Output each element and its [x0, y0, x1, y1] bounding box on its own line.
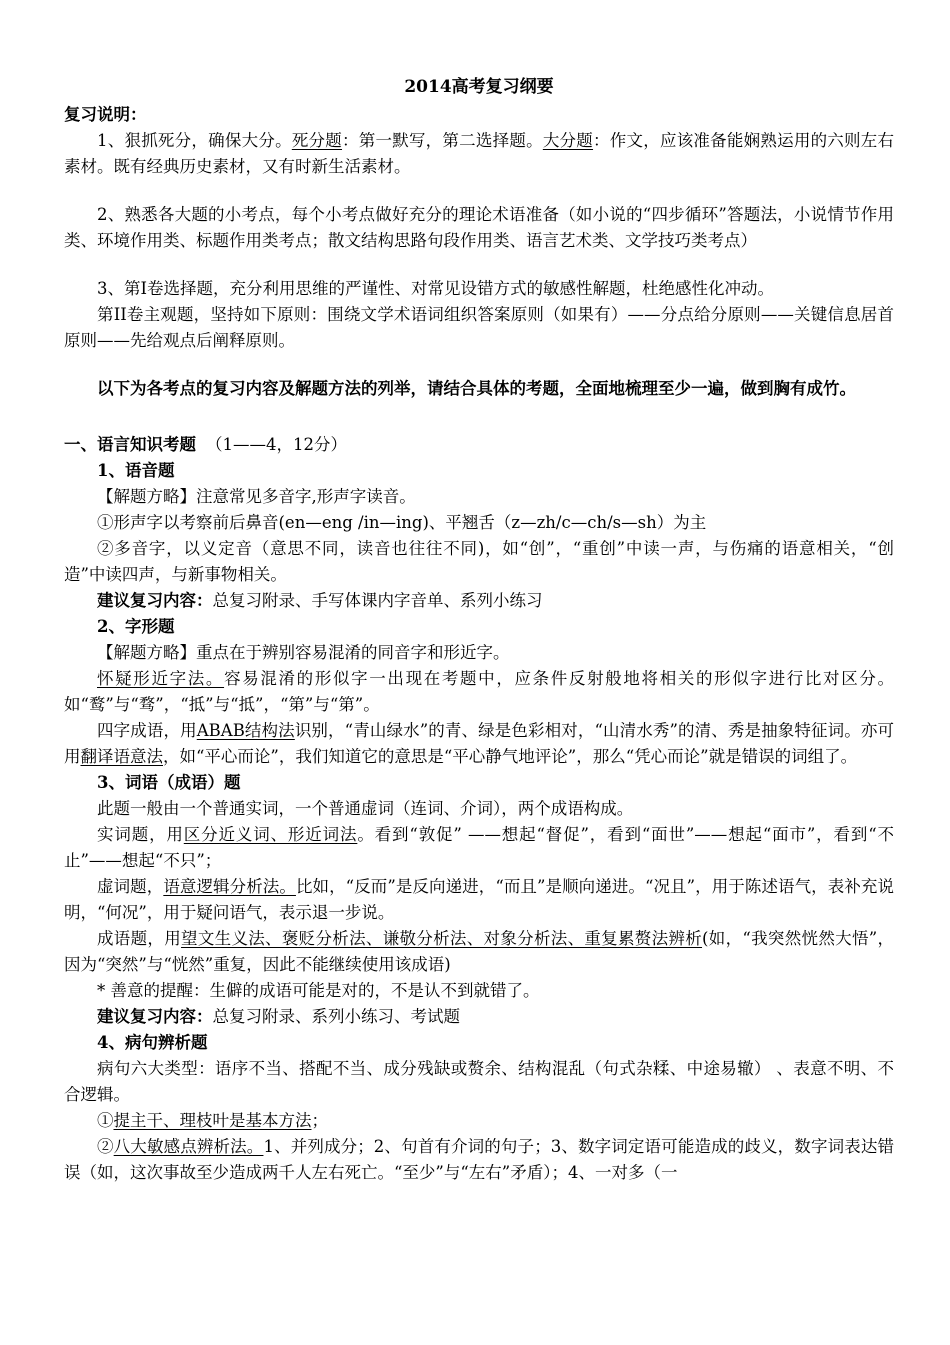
s1-2-strategy: 【解题方略】重点在于辨别容易混淆的同音字和形近字。 — [97, 643, 510, 662]
text: 1、狠抓死分，确保大分。 — [97, 131, 292, 150]
underlined-term: 语意逻辑分析法。 — [163, 877, 296, 896]
subsection-1-title: 1、语音题 — [97, 461, 175, 480]
text: 虚词题， — [97, 877, 164, 896]
text: ② — [97, 1137, 114, 1156]
s1-4-point-1 — [64, 1108, 894, 1134]
underlined-term: 八大敏感点辨析法。 — [113, 1137, 264, 1156]
s1-2-point-2 — [64, 718, 894, 770]
underlined-term: ABAB结构法 — [196, 721, 295, 740]
text: 比如，“反而”是反向递进，“而且”是顺向递进。“况且”，用于陈述语气，表补充说明，“何况”，用于疑问语气，表示退一步说。 — [64, 877, 894, 922]
text: 1、并列成分；2、句首有介词的句子；3、数字词定语可能造成的歧义，数字词表达错误（如，这次事故至少造成两千人左右死亡。“至少”与“左右”矛盾）；4、一对多（一 — [64, 1137, 895, 1182]
subsection-4-title: 4、病句辨析题 — [97, 1033, 208, 1052]
spacer — [64, 180, 894, 202]
text: ； — [311, 1111, 328, 1130]
text: ：第一默写，第二选择题。 — [342, 131, 543, 150]
text: 总复习附录、系列小练习、考试题 — [212, 1007, 460, 1026]
underlined-term: 区分近义词、形近词法 — [183, 825, 358, 844]
s1-3-reminder: * 善意的提醒：生僻的成语可能是对的，不是认不到就错了。 — [97, 981, 540, 1000]
subsection-2-title: 2、字形题 — [97, 617, 175, 636]
s1-1-point-1: ①形声字以考察前后鼻音(en—eng /in—ing)、平翘舌（z—zh/c—ch/s—sh）为主 — [97, 513, 707, 532]
paragraph-2: 2、熟悉各大题的小考点，每个小考点做好充分的理论术语准备（如小说的“四步循环”答题法，小说情节作用类、环境作用类、标题作用类考点；散文结构思路句段作用类、语言艺术类、文学技巧类考点） — [64, 205, 894, 250]
section-range: （1——4，12分） — [206, 435, 347, 454]
review-label: 建议复习内容： — [97, 591, 213, 610]
paragraph-4: 第II卷主观题，坚持如下原则：围绕文学术语词组织答案原则（如果有）——分点给分原则——关键信息居首原则——先给观点后阐释原则。 — [64, 305, 894, 350]
underlined-term: 死分题 — [291, 131, 343, 150]
review-label: 建议复习内容： — [97, 1007, 213, 1026]
section-1-heading — [64, 432, 894, 458]
text: ，如“平心而论”，我们知道它的意思是“平心静气地评论”，那么“凭心而论”就是错误的词组了。 — [163, 747, 858, 766]
doc-title: 2014高考复习纲要 — [404, 77, 554, 97]
document-page — [64, 74, 894, 1186]
text: 成语题，用 — [97, 929, 182, 948]
underlined-term: 提主干、理枝叶是基本方法 — [113, 1111, 312, 1130]
s1-2-point-1 — [64, 666, 894, 718]
spacer — [64, 402, 894, 432]
text: 四字成语，用 — [97, 721, 197, 740]
paragraph-1 — [64, 128, 894, 180]
text: 。看到“敦促” ——想起“督促”，看到“面世”——想起“面市”，看到“不止”——想起“不只”； — [64, 825, 895, 870]
text: ① — [97, 1111, 114, 1130]
s1-3-point-2 — [64, 874, 894, 926]
s1-1-review — [64, 588, 894, 614]
s1-3-review — [64, 1004, 894, 1030]
s1-1-point-2: ②多音字，以义定音（意思不同，读音也往往不同)，如“创”，“重创”中读一声，与伤痛的语意相关，“创造”中读四声，与新事物相关。 — [64, 539, 894, 584]
text: (如，“我突然恍然大悟”，因为“突然”与“恍然”重复，因此不能继续使用该成语) — [64, 929, 895, 974]
spacer — [64, 354, 894, 376]
paragraph-5: 以下为各考点的复习内容及解题方法的列举，请结合具体的考题，全面地梳理至少一遍，做到胸有成竹。 — [97, 379, 856, 398]
underlined-term: 怀疑形近字法。 — [97, 669, 225, 688]
s1-3-point-1 — [64, 822, 894, 874]
spacer — [64, 254, 894, 276]
text: 总复习附录、手写体课内字音单、系列小练习 — [212, 591, 543, 610]
s1-4-point-2 — [64, 1134, 894, 1186]
text: 容易混淆的形似字一出现在考题中，应条件反射般地将相关的形似字进行比对区分。如“鹜”与“骛”，“抵”与“抵”，“第”与“第”。 — [64, 669, 895, 714]
text: ：作文，应该准备能娴熟运用的六则左右素材。既有经典历史素材，又有时新生活素材。 — [64, 131, 895, 176]
text: 实词题，用 — [97, 825, 184, 844]
s1-4-intro: 病句六大类型：语序不当、搭配不当、成分残缺或赘余、结构混乱（句式杂糅、中途易辙） 、表意不明、不合逻辑。 — [64, 1059, 894, 1104]
text: 识别，“青山绿水”的青、绿是色彩相对，“山清水秀”的清、秀是抽象特征词。亦可用 — [64, 721, 895, 766]
underlined-term: 翻译语意法 — [80, 747, 163, 766]
s1-1-strategy: 【解题方略】注意常见多音字,形声字读音。 — [97, 487, 416, 506]
s1-3-intro: 此题一般由一个普通实词，一个普通虚词（连词、介词），两个成语构成。 — [97, 799, 634, 818]
s1-3-point-3 — [64, 926, 894, 978]
underlined-term: 望文生义法、褒贬分析法、谦敬分析法、对象分析法、重复累赘法辨析 — [181, 929, 703, 948]
paragraph-3: 3、第I卷选择题，充分利用思维的严谨性、对常见设错方式的敏感性解题，杜绝感性化冲动。 — [97, 279, 775, 298]
underlined-term: 大分题 — [542, 131, 594, 150]
review-heading: 复习说明： — [64, 105, 147, 124]
section-title: 一、语言知识考题 — [64, 435, 196, 454]
subsection-3-title: 3、词语（成语）题 — [97, 773, 241, 792]
